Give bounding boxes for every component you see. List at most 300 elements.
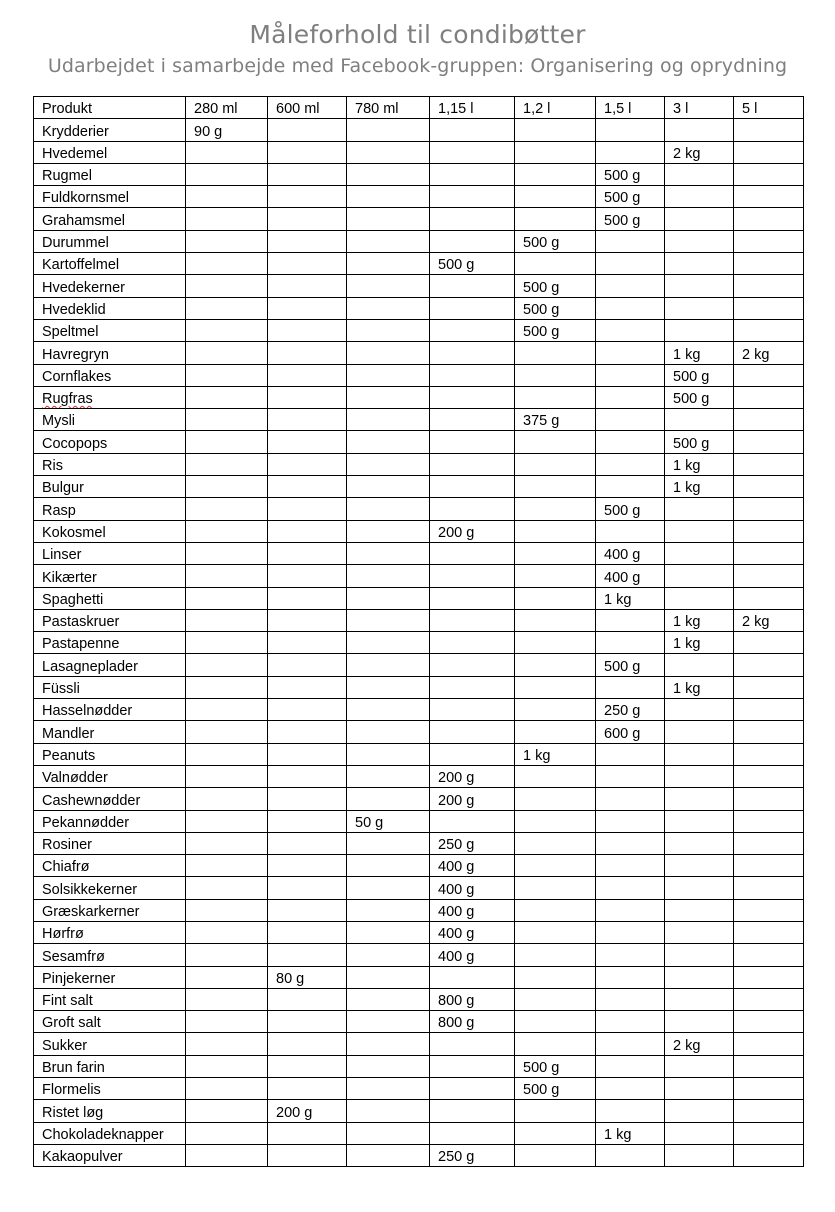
measure-cell xyxy=(268,1144,347,1166)
measure-cell xyxy=(734,899,804,921)
measure-cell xyxy=(347,944,430,966)
measure-cell xyxy=(515,520,596,542)
measure-cell xyxy=(665,230,734,252)
measure-cell xyxy=(347,632,430,654)
measure-cell: 500 g xyxy=(596,186,665,208)
measure-cell xyxy=(347,230,430,252)
table-row xyxy=(34,163,804,185)
measure-cell xyxy=(734,520,804,542)
measure-cell xyxy=(515,855,596,877)
measure-cell xyxy=(515,966,596,988)
measure-cell xyxy=(347,676,430,698)
measure-cell xyxy=(186,1078,268,1100)
measure-cell: 80 g xyxy=(268,966,347,988)
measure-cell xyxy=(347,542,430,564)
measure-cell xyxy=(347,966,430,988)
measure-cell xyxy=(430,587,515,609)
measure-cell xyxy=(596,230,665,252)
table-row xyxy=(34,721,804,743)
measure-cell xyxy=(186,319,268,341)
measure-cell xyxy=(186,186,268,208)
measure-cell: 50 g xyxy=(347,810,430,832)
measure-cell xyxy=(665,297,734,319)
measure-cell: 1 kg xyxy=(665,476,734,498)
measure-cell xyxy=(430,676,515,698)
product-name-cell: Rugfras xyxy=(34,386,186,408)
measure-cell xyxy=(268,988,347,1010)
measure-cell xyxy=(268,1033,347,1055)
measure-cell xyxy=(268,1011,347,1033)
measure-cell xyxy=(596,141,665,163)
measure-cell xyxy=(347,899,430,921)
measure-cell xyxy=(734,119,804,141)
measure-cell xyxy=(596,921,665,943)
measure-cell xyxy=(430,453,515,475)
product-name-cell: Kakaopulver xyxy=(34,1144,186,1166)
measure-cell xyxy=(734,944,804,966)
table-row xyxy=(34,565,804,587)
measure-cell: 2 kg xyxy=(665,141,734,163)
column-header: 1,5 l xyxy=(596,97,665,119)
table-row xyxy=(34,342,804,364)
measure-cell xyxy=(186,743,268,765)
measure-cell xyxy=(665,1078,734,1100)
measure-cell xyxy=(347,699,430,721)
measure-cell xyxy=(186,364,268,386)
measure-cell xyxy=(347,476,430,498)
measure-cell xyxy=(186,721,268,743)
measure-cell xyxy=(268,765,347,787)
measure-cell: 2 kg xyxy=(734,342,804,364)
measure-cell xyxy=(268,855,347,877)
measure-cell xyxy=(430,699,515,721)
measure-cell: 500 g xyxy=(596,208,665,230)
measure-cell xyxy=(734,921,804,943)
measure-cell xyxy=(186,966,268,988)
measure-cell xyxy=(268,565,347,587)
product-name-cell: Peanuts xyxy=(34,743,186,765)
measure-cell xyxy=(665,765,734,787)
measure-cell xyxy=(347,520,430,542)
measure-cell xyxy=(734,476,804,498)
measure-cell xyxy=(430,208,515,230)
measure-cell xyxy=(268,520,347,542)
measure-cell xyxy=(596,119,665,141)
measure-cell xyxy=(347,297,430,319)
measure-cell xyxy=(186,654,268,676)
measure-cell xyxy=(665,498,734,520)
page-title: Måleforhold til condibøtter xyxy=(249,20,586,49)
table-row xyxy=(34,364,804,386)
measure-cell xyxy=(665,208,734,230)
measure-cell xyxy=(734,409,804,431)
column-header: 1,2 l xyxy=(515,97,596,119)
table-row xyxy=(34,297,804,319)
table-row xyxy=(34,988,804,1010)
measure-cell xyxy=(186,453,268,475)
measure-cell xyxy=(665,654,734,676)
measure-cell xyxy=(186,297,268,319)
table-row xyxy=(34,319,804,341)
measure-cell: 1 kg xyxy=(515,743,596,765)
table-row xyxy=(34,587,804,609)
measure-cell xyxy=(347,565,430,587)
table-row xyxy=(34,1078,804,1100)
table-row xyxy=(34,230,804,252)
measure-cell xyxy=(515,699,596,721)
product-name-cell: Sukker xyxy=(34,1033,186,1055)
table-row xyxy=(34,855,804,877)
measure-cell: 400 g xyxy=(596,542,665,564)
measure-cell xyxy=(347,119,430,141)
measure-cell xyxy=(596,409,665,431)
measure-cell xyxy=(515,832,596,854)
measure-cell xyxy=(734,1055,804,1077)
product-name-cell: Havregryn xyxy=(34,342,186,364)
measure-cell: 400 g xyxy=(430,877,515,899)
measure-cell: 1 kg xyxy=(665,342,734,364)
measure-cell xyxy=(268,141,347,163)
table-row xyxy=(34,699,804,721)
measure-cell xyxy=(734,788,804,810)
measure-cell xyxy=(596,944,665,966)
measure-cell: 2 kg xyxy=(665,1033,734,1055)
measure-cell xyxy=(186,632,268,654)
measure-cell xyxy=(268,542,347,564)
measure-cell xyxy=(268,386,347,408)
measure-cell xyxy=(186,765,268,787)
measure-cell xyxy=(430,431,515,453)
measure-cell xyxy=(515,654,596,676)
measure-cell xyxy=(186,699,268,721)
measure-cell xyxy=(268,230,347,252)
measure-cell xyxy=(596,743,665,765)
measure-cell xyxy=(515,186,596,208)
measure-cell xyxy=(268,409,347,431)
measure-cell xyxy=(596,319,665,341)
container-size-table xyxy=(33,96,804,1167)
measure-cell xyxy=(515,253,596,275)
measure-cell xyxy=(268,1078,347,1100)
measure-cell xyxy=(186,832,268,854)
measure-cell xyxy=(430,275,515,297)
measure-cell xyxy=(186,163,268,185)
measure-cell: 400 g xyxy=(430,944,515,966)
product-name-cell: Pinjekerner xyxy=(34,966,186,988)
product-name-cell: Ris xyxy=(34,453,186,475)
measure-cell xyxy=(665,565,734,587)
table-row xyxy=(34,476,804,498)
measure-cell xyxy=(268,699,347,721)
measure-cell xyxy=(734,275,804,297)
measure-cell xyxy=(347,855,430,877)
measure-cell xyxy=(665,587,734,609)
measure-cell xyxy=(734,565,804,587)
measure-cell xyxy=(734,1011,804,1033)
measure-cell xyxy=(515,565,596,587)
measure-cell xyxy=(186,342,268,364)
table-row xyxy=(34,921,804,943)
measure-cell xyxy=(665,163,734,185)
product-name-cell: Hvedeklid xyxy=(34,297,186,319)
measure-cell xyxy=(665,319,734,341)
measure-cell xyxy=(515,431,596,453)
measure-cell xyxy=(596,1144,665,1166)
measure-cell xyxy=(268,275,347,297)
measure-cell: 800 g xyxy=(430,1011,515,1033)
product-name-cell: Füssli xyxy=(34,676,186,698)
product-name-cell: Linser xyxy=(34,542,186,564)
measure-cell xyxy=(596,966,665,988)
measure-cell xyxy=(186,230,268,252)
measure-cell xyxy=(665,721,734,743)
measure-cell xyxy=(515,141,596,163)
measure-cell: 250 g xyxy=(430,1144,515,1166)
table-row xyxy=(34,810,804,832)
measure-cell xyxy=(430,319,515,341)
measure-cell: 500 g xyxy=(596,163,665,185)
measure-cell xyxy=(734,743,804,765)
measure-cell xyxy=(268,431,347,453)
measure-cell xyxy=(186,855,268,877)
measure-cell xyxy=(596,676,665,698)
measure-cell xyxy=(734,988,804,1010)
table-row xyxy=(34,899,804,921)
measure-cell: 500 g xyxy=(596,654,665,676)
product-name-cell: Kokosmel xyxy=(34,520,186,542)
measure-cell xyxy=(186,877,268,899)
measure-cell xyxy=(430,565,515,587)
measure-cell xyxy=(186,1144,268,1166)
measure-cell xyxy=(596,832,665,854)
measure-cell xyxy=(430,810,515,832)
measure-cell xyxy=(268,944,347,966)
measure-cell xyxy=(515,765,596,787)
measure-cell xyxy=(665,855,734,877)
measure-cell: 500 g xyxy=(430,253,515,275)
measure-cell xyxy=(268,587,347,609)
measure-cell xyxy=(186,587,268,609)
product-name-cell: Spaghetti xyxy=(34,587,186,609)
measure-cell xyxy=(430,721,515,743)
measure-cell xyxy=(515,208,596,230)
measure-cell xyxy=(596,520,665,542)
table-row xyxy=(34,788,804,810)
measure-cell: 500 g xyxy=(515,275,596,297)
measure-cell xyxy=(734,721,804,743)
measure-cell xyxy=(515,877,596,899)
product-name-cell: Rasp xyxy=(34,498,186,520)
measure-cell xyxy=(430,364,515,386)
measure-cell xyxy=(596,899,665,921)
measure-cell: 800 g xyxy=(430,988,515,1010)
product-name-cell: Pekannødder xyxy=(34,810,186,832)
measure-cell xyxy=(268,498,347,520)
product-name-cell: Pastaskruer xyxy=(34,609,186,631)
measure-cell xyxy=(268,788,347,810)
measure-cell xyxy=(665,253,734,275)
measure-cell xyxy=(734,253,804,275)
table-row xyxy=(34,1100,804,1122)
table-body xyxy=(34,119,804,1167)
product-name-cell: Græskarkerner xyxy=(34,899,186,921)
measure-cell xyxy=(665,186,734,208)
measure-cell xyxy=(268,208,347,230)
measure-cell xyxy=(596,253,665,275)
measure-cell: 200 g xyxy=(430,520,515,542)
measure-cell xyxy=(665,409,734,431)
measure-cell xyxy=(268,342,347,364)
measure-cell xyxy=(347,1100,430,1122)
measure-cell xyxy=(665,699,734,721)
measure-cell xyxy=(515,453,596,475)
measure-cell xyxy=(515,342,596,364)
product-name-cell: Kikærter xyxy=(34,565,186,587)
measure-cell xyxy=(665,788,734,810)
measure-cell xyxy=(347,1122,430,1144)
measure-cell xyxy=(665,1055,734,1077)
product-name-cell: Rugmel xyxy=(34,163,186,185)
measure-cell xyxy=(186,1055,268,1077)
product-name-cell: Kartoffelmel xyxy=(34,253,186,275)
table-row xyxy=(34,409,804,431)
measure-cell: 2 kg xyxy=(734,609,804,631)
measure-cell: 400 g xyxy=(430,899,515,921)
measure-cell xyxy=(734,832,804,854)
measure-cell xyxy=(347,364,430,386)
measure-cell xyxy=(734,1100,804,1122)
measure-cell xyxy=(596,788,665,810)
measure-cell xyxy=(186,921,268,943)
measure-cell xyxy=(734,498,804,520)
product-name-cell: Ristet løg xyxy=(34,1100,186,1122)
measure-cell xyxy=(734,230,804,252)
measure-cell xyxy=(734,654,804,676)
measure-cell xyxy=(596,609,665,631)
measure-cell xyxy=(430,1033,515,1055)
measure-cell xyxy=(430,654,515,676)
measure-cell xyxy=(268,609,347,631)
measure-cell: 500 g xyxy=(596,498,665,520)
table-row xyxy=(34,944,804,966)
measure-cell: 500 g xyxy=(665,364,734,386)
measure-cell xyxy=(347,1144,430,1166)
measure-cell xyxy=(186,253,268,275)
measure-cell xyxy=(515,587,596,609)
measure-cell xyxy=(347,186,430,208)
measure-cell xyxy=(665,921,734,943)
product-name-cell: Chokoladeknapper xyxy=(34,1122,186,1144)
table-row xyxy=(34,1033,804,1055)
measure-cell xyxy=(186,944,268,966)
measure-cell xyxy=(186,275,268,297)
measure-cell xyxy=(347,877,430,899)
measure-cell xyxy=(734,542,804,564)
measure-cell xyxy=(515,988,596,1010)
measure-cell: 375 g xyxy=(515,409,596,431)
measure-cell xyxy=(186,988,268,1010)
measure-cell xyxy=(186,810,268,832)
measure-cell xyxy=(734,676,804,698)
measure-cell xyxy=(186,1122,268,1144)
product-name-cell: Brun farin xyxy=(34,1055,186,1077)
measure-cell: 500 g xyxy=(665,386,734,408)
measure-cell xyxy=(596,988,665,1010)
measure-cell xyxy=(268,1122,347,1144)
measure-cell xyxy=(268,743,347,765)
measure-cell xyxy=(515,1144,596,1166)
measure-cell xyxy=(430,966,515,988)
measure-cell: 1 kg xyxy=(665,609,734,631)
product-name-cell: Hasselnødder xyxy=(34,699,186,721)
measure-cell xyxy=(186,476,268,498)
measure-cell xyxy=(596,297,665,319)
measure-cell xyxy=(186,386,268,408)
table-row xyxy=(34,966,804,988)
table-row xyxy=(34,1055,804,1077)
measure-cell: 1 kg xyxy=(665,676,734,698)
measure-cell xyxy=(515,163,596,185)
measure-cell xyxy=(268,186,347,208)
measure-cell xyxy=(347,141,430,163)
measure-cell xyxy=(430,542,515,564)
measure-cell xyxy=(734,163,804,185)
column-header: 1,15 l xyxy=(430,97,515,119)
measure-cell xyxy=(347,163,430,185)
measure-cell xyxy=(734,453,804,475)
measure-cell xyxy=(596,855,665,877)
measure-cell xyxy=(430,609,515,631)
product-name-cell: Groft salt xyxy=(34,1011,186,1033)
measure-cell xyxy=(347,988,430,1010)
measure-cell xyxy=(515,1011,596,1033)
product-name-cell: Pastapenne xyxy=(34,632,186,654)
measure-cell xyxy=(347,208,430,230)
column-header: Produkt xyxy=(34,97,186,119)
measure-cell xyxy=(515,721,596,743)
measure-cell xyxy=(665,810,734,832)
product-name-cell: Hvedemel xyxy=(34,141,186,163)
measure-cell xyxy=(665,944,734,966)
table-row xyxy=(34,141,804,163)
page-header xyxy=(0,18,835,80)
measure-cell xyxy=(596,431,665,453)
measure-cell xyxy=(515,676,596,698)
measure-cell: 250 g xyxy=(596,699,665,721)
column-header: 780 ml xyxy=(347,97,430,119)
measure-cell xyxy=(430,186,515,208)
table-row xyxy=(34,765,804,787)
table-row xyxy=(34,498,804,520)
table-row xyxy=(34,275,804,297)
measure-cell: 1 kg xyxy=(596,587,665,609)
measure-cell xyxy=(734,699,804,721)
column-header: 600 ml xyxy=(268,97,347,119)
measure-cell xyxy=(268,654,347,676)
measure-cell xyxy=(347,319,430,341)
measure-cell xyxy=(430,1055,515,1077)
measure-cell: 250 g xyxy=(430,832,515,854)
measure-cell xyxy=(734,386,804,408)
table-row xyxy=(34,119,804,141)
product-name-cell: Lasagneplader xyxy=(34,654,186,676)
product-name-cell: Fuldkornsmel xyxy=(34,186,186,208)
measure-cell xyxy=(347,386,430,408)
measure-cell xyxy=(268,364,347,386)
column-header: 5 l xyxy=(734,97,804,119)
measure-cell xyxy=(347,788,430,810)
measure-cell xyxy=(596,1033,665,1055)
